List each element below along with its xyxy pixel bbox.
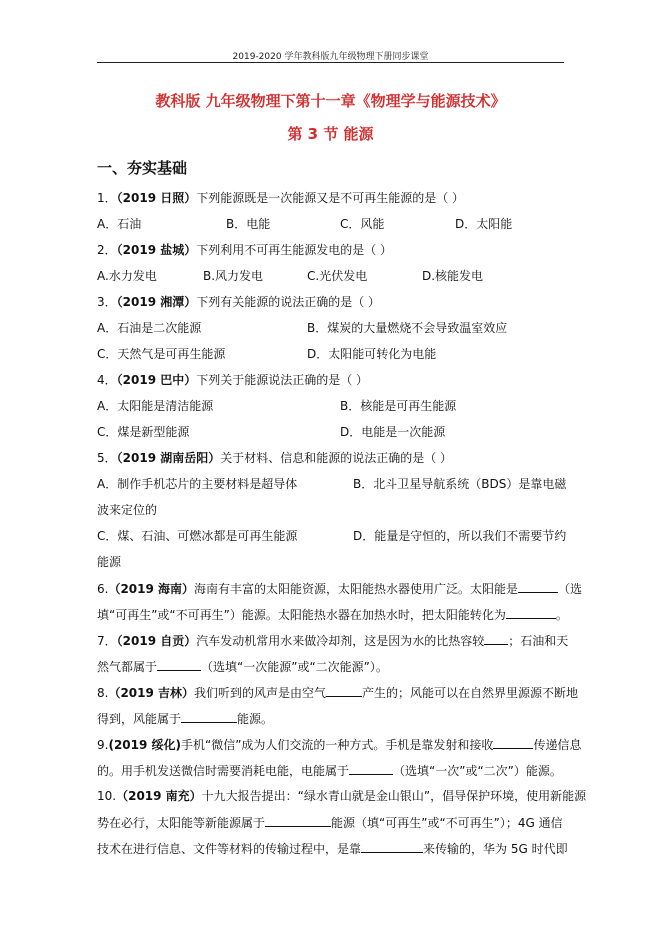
question-1 (97, 190, 464, 206)
question-number: 10. (97, 789, 117, 803)
question-source: （2019 海南） (108, 582, 195, 596)
question-4 (97, 372, 368, 388)
question-text: 下列有关能源的说法正确的是（ ） (196, 295, 381, 309)
q4-option-c: C．煤是新型能源 (97, 425, 190, 439)
question-text: 的。用手机发送微信时需要消耗电能，电能属于 (97, 764, 350, 778)
q5-option-b-continued: 波来定位的 (97, 503, 158, 517)
question-text: 产生的；风能可以在自然界里源源不断地 (362, 686, 579, 700)
q5-option-a: A．制作手机芯片的主要材料是超导体 (97, 477, 298, 491)
answer-blank (326, 684, 362, 697)
answer-blank (265, 814, 331, 827)
question-text: 我们听到的风声是由空气 (194, 686, 327, 700)
q3-option-a: A．石油是二次能源 (97, 321, 202, 335)
question-text: 关于材料、信息和能源的说法正确的是（ ） (220, 451, 453, 465)
question-source: （2019 自贡） (116, 634, 197, 648)
question-source: (2019 绥化) (108, 738, 181, 752)
q5-option-b: B．北斗卫星导航系统（BDS）是靠电磁 (353, 477, 567, 491)
document-title: 教科版 九年级物理下第十一章《物理学与能源技术》 (155, 92, 506, 110)
q2-option-d: D.核能发电 (422, 269, 484, 283)
question-number: 8. (97, 686, 109, 700)
q3-option-c: C．天然气是可再生能源 (97, 347, 226, 361)
question-source: （2019 湘潭） (116, 295, 197, 309)
question-10-line-3 (97, 840, 568, 857)
q5-option-c: C．煤、石油、可燃冰都是可再生能源 (97, 529, 298, 543)
answer-blank (349, 762, 393, 775)
answer-blank (361, 840, 423, 853)
question-source: （2019 巴中） (116, 373, 197, 387)
question-text: 手机“微信”成为人们交流的一种方式。手机是靠发射和接收 (181, 738, 494, 752)
q1-option-a: A．石油 (97, 217, 142, 231)
question-number: 6. (97, 582, 109, 596)
question-text: 。 (555, 608, 568, 622)
q1-option-d: D．太阳能 (455, 217, 513, 231)
question-text: 海南有丰富的太阳能资源，太阳能热水器使用广泛。太阳能是 (194, 582, 519, 596)
header-rule (97, 62, 564, 63)
q4-option-d: D．电能是一次能源 (340, 425, 446, 439)
question-text: （选填“一次”或“二次”）能源。 (393, 764, 562, 778)
question-9-line-2 (97, 762, 562, 779)
question-number: 7． (97, 634, 117, 648)
question-8 (97, 684, 578, 701)
q1-option-b: B．电能 (226, 217, 271, 231)
question-5 (97, 450, 452, 466)
question-text: 下列能源既是一次能源又是不可再生能源的是（ ） (196, 191, 465, 205)
question-text: 然气都属于 (97, 660, 158, 674)
section-heading: 一、夯实基础 (97, 159, 188, 177)
q2-option-b: B.风力发电 (203, 269, 264, 283)
question-text: 得到，风能属于 (97, 712, 182, 726)
question-number: 9. (97, 738, 109, 752)
question-2 (97, 242, 392, 258)
question-number: 2． (97, 243, 117, 257)
question-number: 3． (97, 295, 117, 309)
q3-option-b: B．煤炭的大量燃烧不会导致温室效应 (307, 321, 508, 335)
question-text: 传递信息 (533, 738, 582, 752)
answer-blank (181, 710, 237, 723)
q5-option-d-continued: 能源 (97, 555, 122, 569)
question-source: （2019 日照） (116, 191, 197, 205)
question-text: ；石油和天 (508, 634, 569, 648)
q4-option-b: B．核能是可再生能源 (340, 399, 457, 413)
page-header: 2019-2020 学年教科版九年级物理下册同步课堂 (232, 52, 429, 62)
question-text: 势在必行，太阳能等新能源属于 (97, 816, 266, 830)
question-text: 下列关于能源说法正确的是（ ） (196, 373, 369, 387)
answer-blank (484, 632, 508, 645)
question-number: 5． (97, 451, 117, 465)
question-6 (97, 580, 582, 597)
answer-blank (157, 658, 201, 671)
question-source: （2019 盐城） (116, 243, 197, 257)
question-text: （选填“一次能源”或“二次能源”）。 (201, 660, 388, 674)
question-7 (97, 632, 568, 649)
section-title: 第 3 节 能源 (287, 125, 374, 143)
question-text: 来传输的，华为 5G 时代即 (423, 842, 568, 856)
question-text: 能源。 (237, 712, 274, 726)
question-text: 技术在进行信息、文件等材料的传输过程中，是靠 (97, 842, 362, 856)
answer-blank (493, 736, 533, 749)
question-8-line-2 (97, 710, 273, 727)
question-3 (97, 294, 380, 310)
question-source: （2019 南充） (116, 789, 202, 803)
answer-blank (518, 580, 558, 593)
question-6-line-2 (97, 606, 568, 623)
question-text: 下列利用不可再生能源发电的是（ ） (196, 243, 393, 257)
question-10 (97, 788, 586, 804)
question-number: 4． (97, 373, 117, 387)
question-text: 十九大报告提出：“绿水青山就是金山银山”，倡导保护环境，使用新能源 (201, 789, 587, 803)
q5-option-d: D．能量是守恒的，所以我们不需要节约 (353, 529, 567, 543)
question-text: （选 (558, 582, 583, 596)
q3-option-d: D．太阳能可转化为电能 (307, 347, 437, 361)
question-text: 能源（填“可再生”或“不可再生”）；4G 通信 (331, 816, 563, 830)
q2-option-a: A.水力发电 (97, 269, 157, 283)
question-text: 汽车发动机常用水来做冷却剂，这是因为水的比热容较 (196, 634, 485, 648)
question-source: （2019 吉林） (108, 686, 195, 700)
question-10-line-2 (97, 814, 563, 831)
q4-option-a: A．太阳能是清洁能源 (97, 399, 214, 413)
answer-blank (506, 606, 556, 619)
question-9 (97, 736, 581, 753)
question-number: 1． (97, 191, 117, 205)
question-source: （2019 湖南岳阳） (116, 451, 221, 465)
q1-option-c: C．风能 (340, 217, 385, 231)
q2-option-c: C.光伏发电 (307, 269, 368, 283)
question-7-line-2 (97, 658, 388, 675)
question-text: 填“可再生”或“不可再生”）能源。太阳能热水器在加热水时，把太阳能转化为 (97, 608, 506, 622)
